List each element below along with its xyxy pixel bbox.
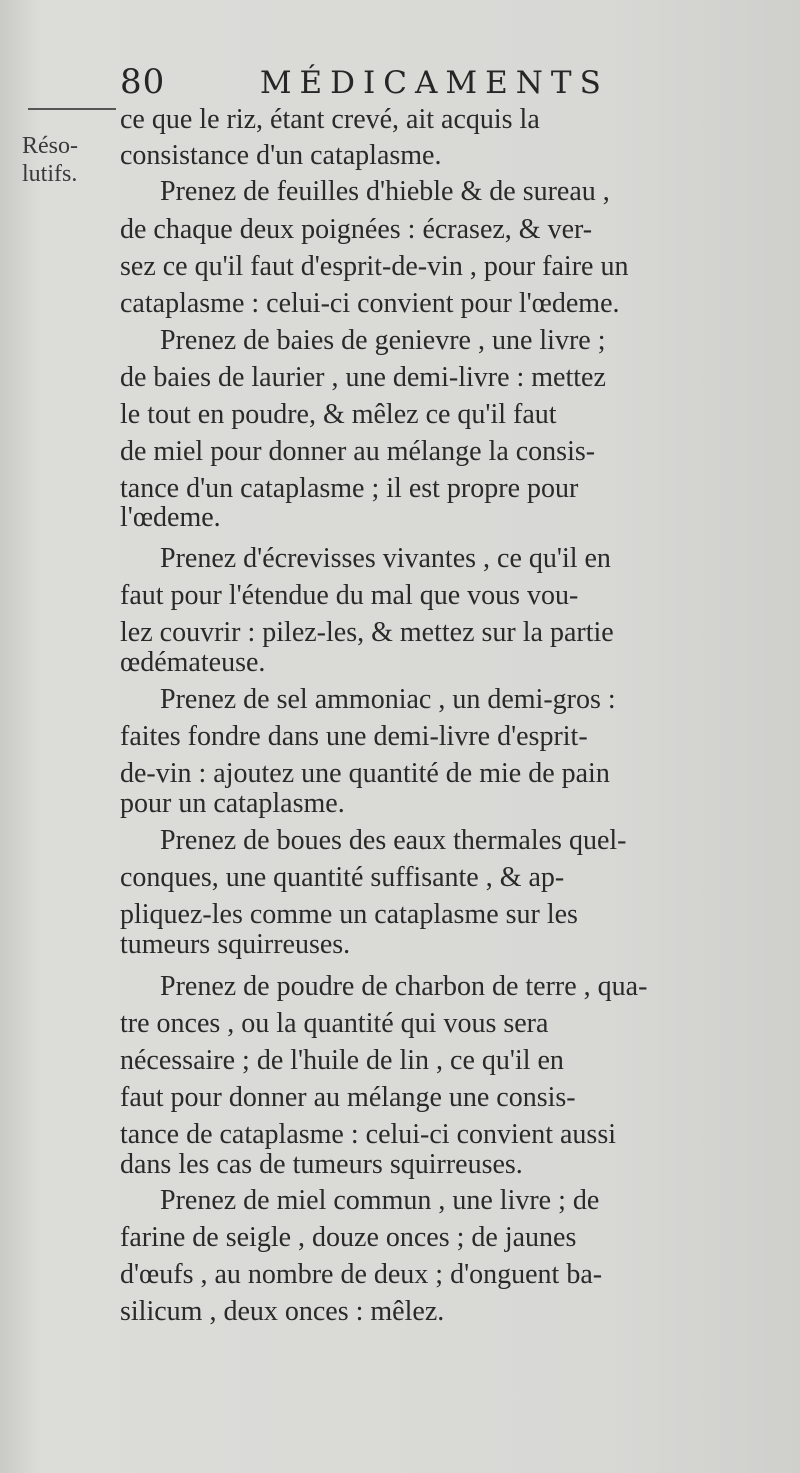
- text-line: faut pour donner au mélange une consis-: [120, 1082, 576, 1113]
- text-line: pour un cataplasme.: [120, 788, 345, 819]
- text-line: conques, une quantité suffisante , & ap-: [120, 862, 565, 893]
- text-line: tance d'un cataplasme ; il est propre pour: [120, 473, 579, 504]
- text-line: faites fondre dans une demi-livre d'esprit-: [120, 721, 588, 752]
- text-line: ce que le riz, étant crevé, ait acquis la: [120, 104, 540, 135]
- text-line: faut pour l'étendue du mal que vous vou-: [120, 580, 579, 611]
- text-line: Prenez de poudre de charbon de terre , qua-: [160, 971, 648, 1002]
- text-line: Prenez de sel ammoniac , un demi-gros :: [160, 684, 616, 715]
- text-line: d'œufs , au nombre de deux ; d'onguent ba-: [120, 1259, 603, 1290]
- text-line: silicum , deux onces : mêlez.: [120, 1296, 445, 1327]
- text-line: farine de seigle , douze onces ; de jaunes: [120, 1222, 577, 1253]
- text-line: consistance d'un cataplasme.: [120, 140, 442, 171]
- text-line: Prenez d'écrevisses vivantes , ce qu'il en: [160, 543, 611, 574]
- page-number: 80: [120, 62, 166, 102]
- text-line: nécessaire ; de l'huile de lin , ce qu'il en: [120, 1045, 564, 1076]
- text-line: cataplasme : celui-ci convient pour l'œdeme.: [120, 288, 620, 319]
- text-line: Prenez de feuilles d'hieble & de sureau ,: [160, 176, 610, 207]
- text-line: l'œdeme.: [120, 502, 221, 533]
- page-header: [120, 62, 609, 102]
- margin-rule: [28, 108, 116, 110]
- text-line: tumeurs squirreuses.: [120, 929, 351, 960]
- margin-note-line: lutifs.: [22, 161, 78, 187]
- text-line: le tout en poudre, & mêlez ce qu'il faut: [120, 399, 557, 430]
- text-line: dans les cas de tumeurs squirreuses.: [120, 1149, 523, 1180]
- text-line: de chaque deux poignées : écrasez, & ver-: [120, 214, 593, 245]
- text-line: sez ce qu'il faut d'esprit-de-vin , pour faire un: [120, 251, 629, 282]
- text-line: pliquez-les comme un cataplasme sur les: [120, 899, 578, 930]
- margin-note: [22, 132, 78, 188]
- text-line: Prenez de miel commun , une livre ; de: [160, 1185, 600, 1216]
- margin-note-line: Réso-: [22, 133, 78, 159]
- text-line: de miel pour donner au mélange la consis-: [120, 436, 596, 467]
- running-title: MÉDICAMENTS: [259, 65, 609, 101]
- text-line: tance de cataplasme : celui-ci convient aussi: [120, 1119, 617, 1150]
- text-line: Prenez de baies de genievre , une livre ;: [160, 325, 606, 356]
- text-line: de baies de laurier , une demi-livre : mettez: [120, 362, 606, 393]
- text-line: lez couvrir : pilez-les, & mettez sur la partie: [120, 617, 614, 648]
- text-line: de-vin : ajoutez une quantité de mie de pain: [120, 758, 610, 789]
- text-line: tre onces , ou la quantité qui vous sera: [120, 1008, 549, 1039]
- text-line: œdémateuse.: [120, 647, 266, 678]
- text-line: Prenez de boues des eaux thermales quel-: [160, 825, 627, 856]
